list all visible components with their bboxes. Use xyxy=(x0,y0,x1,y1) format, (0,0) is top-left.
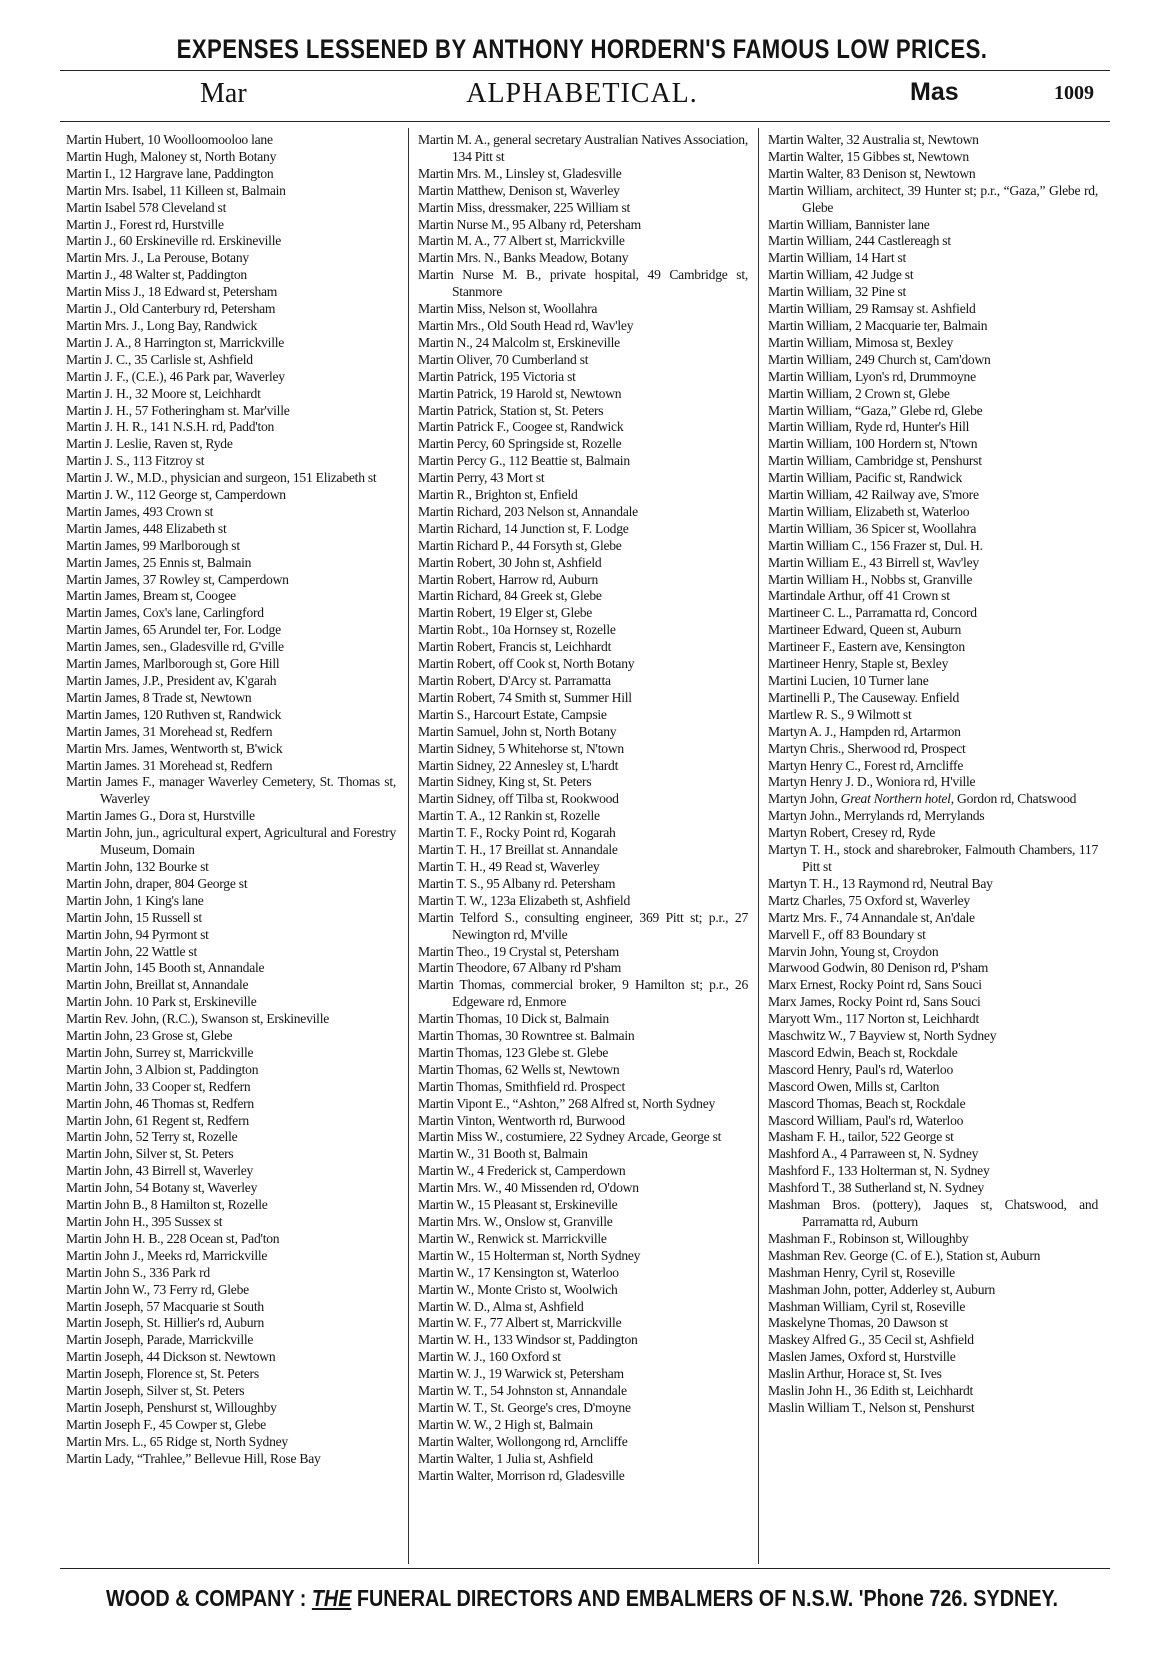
top-rule xyxy=(60,70,1110,71)
column-divider xyxy=(758,128,759,1564)
directory-entry: Martin Richard, 203 Nelson st, Annandale xyxy=(418,503,638,519)
directory-entry: Martin William, 100 Hordern st, N'town xyxy=(768,436,978,452)
directory-entry: Martin Perry, 43 Mort st xyxy=(418,470,545,486)
directory-entry: Mashford F., 133 Holterman st, N. Sydney xyxy=(768,1163,990,1179)
directory-entry: Martin John. 10 Park st, Erskineville xyxy=(66,994,257,1010)
directory-entry: Martin William, 2 Macquarie ter, Balmain xyxy=(768,317,988,333)
directory-entry: Martin Walter, 83 Denison st, Newtown xyxy=(768,165,976,181)
directory-entry: Martin Richard P., 44 Forsyth st, Glebe xyxy=(418,537,622,553)
directory-entry: Martin John, 145 Booth st, Annandale xyxy=(66,960,265,976)
directory-entry: Martin Nurse M., 95 Albany rd, Petersham xyxy=(418,216,641,232)
directory-entry: Martin James, 493 Crown st xyxy=(66,503,214,519)
directory-entry: Martin Robert, off Cook st, North Botany xyxy=(418,656,635,672)
advert-text: FUNERAL DIRECTORS AND EMBALMERS OF N.S.W. 'Phone 726. SYDNEY. xyxy=(351,1585,1059,1611)
directory-entry: Martin James, 120 Ruthven st, Randwick xyxy=(66,706,282,722)
directory-entry: Martin Lady, “Trahlee,” Bellevue Hill, Rose Bay xyxy=(66,1450,321,1466)
directory-entry: Martin William, 14 Hart st xyxy=(768,250,907,266)
directory-entry: Marx James, Rocky Point rd, Sans Souci xyxy=(768,994,981,1010)
directory-entry: Martin W., Monte Cristo st, Woolwich xyxy=(418,1281,618,1297)
directory-entry: Martyn T. H., stock and sharebroker, Falmouth Chambers, 117 Pitt st xyxy=(768,842,1098,874)
directory-entry: Martin W. H., 133 Windsor st, Paddington xyxy=(418,1332,638,1348)
directory-entry: Martin John B., 8 Hamilton st, Rozelle xyxy=(66,1197,268,1213)
directory-entry: Martin W. T., 54 Johnston st, Annandale xyxy=(418,1383,627,1399)
directory-entry: Martin T. A., 12 Rankin st, Rozelle xyxy=(418,808,600,824)
directory-entry: Martin John, 3 Albion st, Paddington xyxy=(66,1061,259,1077)
directory-entry: Martin William H., Nobbs st, Granville xyxy=(768,571,973,587)
directory-entry: Martin Mrs. M., Linsley st, Gladesville xyxy=(418,165,622,181)
bottom-advert-banner xyxy=(81,1585,1082,1612)
directory-entry: Mashford T., 38 Sutherland st, N. Sydney xyxy=(768,1180,985,1196)
directory-entry: Martin James, 99 Marlborough st xyxy=(66,537,240,553)
directory-entry: Martin William, 249 Church st, Cam'down xyxy=(768,351,991,367)
directory-entry: Martin James. 31 Morehead st, Redfern xyxy=(66,757,273,773)
directory-entry: Martin John, Surrey st, Marrickville xyxy=(66,1044,254,1060)
directory-entry: Maskelyne Thomas, 20 Dawson st xyxy=(768,1315,948,1331)
directory-entry: Martin Patrick, Station st, St. Peters xyxy=(418,402,604,418)
advert-the: THE xyxy=(311,1585,352,1611)
header-title: ALPHABETICAL. xyxy=(466,78,698,109)
directory-entry: Martin James, 25 Ennis st, Balmain xyxy=(66,554,252,570)
directory-entry: Martin James, Bream st, Coogee xyxy=(66,588,236,604)
directory-entry: Martin William, Elizabeth st, Waterloo xyxy=(768,503,970,519)
directory-entry: Martin Joseph, Parade, Marrickville xyxy=(66,1332,254,1348)
directory-entry: Martin John, 1 King's lane xyxy=(66,892,204,908)
directory-entry: Mascord Edwin, Beach st, Rockdale xyxy=(768,1044,958,1060)
directory-entry: Martin Walter, Wollongong rd, Arncliffe xyxy=(418,1433,628,1449)
directory-entry: Martin J. A., 8 Harrington st, Marrickville xyxy=(66,334,285,350)
directory-entry: Martin W. J., 160 Oxford st xyxy=(418,1349,561,1365)
directory-entry: Martin John, 52 Terry st, Rozelle xyxy=(66,1129,238,1145)
directory-column-2 xyxy=(418,132,748,1485)
directory-entry: Martin Thomas, 10 Dick st, Balmain xyxy=(418,1011,609,1027)
bottom-rule xyxy=(60,1568,1110,1569)
directory-entry: Martin Joseph F., 45 Cowper st, Glebe xyxy=(66,1416,266,1432)
directory-entry: Martin Hubert, 10 Woolloomooloo lane xyxy=(66,132,273,147)
directory-entry: Martin Walter, 1 Julia st, Ashfield xyxy=(418,1450,593,1466)
directory-entry: Martin William, Ryde rd, Hunter's Hill xyxy=(768,419,970,435)
directory-entry: Martin James G., Dora st, Hurstville xyxy=(66,808,255,824)
directory-entry: Martin William, 29 Ramsay st. Ashfield xyxy=(768,301,976,317)
directory-entry: Marvin John, Young st, Croydon xyxy=(768,943,939,959)
directory-entry: Martin James, 37 Rowley st, Camperdown xyxy=(66,571,289,587)
directory-entry: Martin T. H., 49 Read st, Waverley xyxy=(418,858,600,874)
directory-column-1 xyxy=(66,132,396,1468)
directory-entry: Martin Walter, 15 Gibbes st, Newtown xyxy=(768,148,969,164)
directory-entry: Martyn A. J., Hampden rd, Artarmon xyxy=(768,723,961,739)
column-divider xyxy=(408,128,409,1564)
directory-entry: Martin John, 15 Russell st xyxy=(66,909,202,925)
directory-entry: Mashman F., Robinson st, Willoughby xyxy=(768,1230,969,1246)
directory-entry: Martin Oliver, 70 Cumberland st xyxy=(418,351,589,367)
directory-entry: Martin Thomas, 123 Glebe st. Glebe xyxy=(418,1044,609,1060)
directory-entry: Martin William, 42 Railway ave, S'more xyxy=(768,487,979,503)
directory-entry: Martin James, 31 Morehead st, Redfern xyxy=(66,723,273,739)
directory-entry: Martin James, sen., Gladesville rd, G'ville xyxy=(66,639,284,655)
page-number: 1009 xyxy=(1054,82,1094,104)
directory-column-3 xyxy=(768,132,1098,1417)
directory-entry: Martin T. W., 123a Elizabeth st, Ashfield xyxy=(418,892,631,908)
directory-entry: Martin W., 17 Kensington st, Waterloo xyxy=(418,1264,619,1280)
directory-entry: Martin T. H., 17 Breillat st. Annandale xyxy=(418,842,618,858)
directory-entry: Martin William, “Gaza,” Glebe rd, Glebe xyxy=(768,402,983,418)
directory-entry: Martin William, 244 Castlereagh st xyxy=(768,233,951,249)
directory-entry: Martin William, Cambridge st, Penshurst xyxy=(768,453,982,469)
directory-entry: Martin Theo., 19 Crystal st, Petersham xyxy=(418,943,619,959)
directory-entry: Martin Nurse M. B., private hospital, 49 Cambridge st, Stanmore xyxy=(418,267,748,300)
directory-entry: Martin W., 15 Holterman st, North Sydney xyxy=(418,1247,641,1263)
directory-entry: Martin William, Mimosa st, Bexley xyxy=(768,334,954,350)
directory-entry: Martin Walter, Morrison rd, Gladesville xyxy=(418,1467,625,1483)
directory-entry: Martinelli P., The Causeway. Enfield xyxy=(768,689,960,705)
directory-entry: Martz Mrs. F., 74 Annandale st, An'dale xyxy=(768,909,975,925)
directory-entry: Martin John, Breillat st, Annandale xyxy=(66,977,249,993)
directory-entry: Martin James, 8 Trade st, Newtown xyxy=(66,689,252,705)
directory-entry: Martin I., 12 Hargrave lane, Paddington xyxy=(66,165,274,181)
directory-entry: Martin Thomas, Smithfield rd. Prospect xyxy=(418,1078,625,1094)
directory-entry: Martin John, 54 Botany st, Waverley xyxy=(66,1180,258,1196)
directory-entry: Martin Miss J., 18 Edward st, Petersham xyxy=(66,284,278,300)
directory-entry: Martin M. A., general secretary Australian Natives Association, 134 Pitt st xyxy=(418,132,748,164)
directory-entry: Martin John, 22 Wattle st xyxy=(66,943,197,959)
directory-entry: Martin Mrs. W., Onslow st, Granville xyxy=(418,1214,613,1229)
directory-entry: Martin Isabel 578 Cleveland st xyxy=(66,199,227,215)
directory-entry: Martin Robt., 10a Hornsey st, Rozelle xyxy=(418,622,616,638)
directory-entry: Martin Richard, 84 Greek st, Glebe xyxy=(418,588,602,604)
directory-entry: Martin J. H. R., 141 N.S.H. rd, Padd'ton xyxy=(66,419,275,435)
directory-entry: Maslin John H., 36 Edith st, Leichhardt xyxy=(768,1383,974,1399)
directory-entry: Martin John, 61 Regent st, Redfern xyxy=(66,1112,249,1128)
directory-entry: Marwood Godwin, 80 Denison rd, P'sham xyxy=(768,960,989,976)
advert-company: WOOD & COMPANY : xyxy=(105,1585,312,1611)
directory-entry: Martin J. F., (C.E.), 46 Park par, Waverley xyxy=(66,368,285,384)
directory-entry: Martin Mrs., Old South Head rd, Wav'ley xyxy=(418,317,634,333)
directory-entry: Martin W. T., St. George's cres, D'moyne xyxy=(418,1399,631,1415)
directory-entry: Martin John J., Meeks rd, Marrickville xyxy=(66,1247,268,1263)
directory-entry: Martin Mrs. L., 65 Ridge st, North Sydney xyxy=(66,1433,288,1449)
directory-entry: Martin William, Lyon's rd, Drummoyne xyxy=(768,368,976,384)
directory-entry: Maslin William T., Nelson st, Penshurst xyxy=(768,1399,975,1415)
directory-entry: Martin James, J.P., President av, K'garah xyxy=(66,673,277,688)
directory-entry: Mashman Henry, Cyril st, Roseville xyxy=(768,1264,955,1280)
directory-entry: Martin J. H., 57 Fotheringham st. Mar'ville xyxy=(66,402,290,418)
directory-entry: Martin William E., 43 Birrell st, Wav'ley xyxy=(768,554,979,570)
directory-entry: Martin Joseph, 57 Macquarie st South xyxy=(66,1298,264,1314)
directory-entry: Martin James, Marlborough st, Gore Hill xyxy=(66,656,280,672)
directory-entry: Martin J. W., 112 George st, Camperdown xyxy=(66,487,286,503)
directory-entry: Martin Percy, 60 Springside st, Rozelle xyxy=(418,436,622,452)
directory-entry: Martin J., 48 Walter st, Paddington xyxy=(66,267,247,283)
directory-entry: Martin John, Silver st, St. Peters xyxy=(66,1146,234,1162)
directory-entry: Martin Robert, D'Arcy st. Parramatta xyxy=(418,673,611,688)
directory-entry: Martin John, 132 Bourke st xyxy=(66,858,209,874)
directory-entry: Mashman John, potter, Adderley st, Auburn xyxy=(768,1281,996,1297)
directory-entry: Martin Robert, Francis st, Leichhardt xyxy=(418,639,612,655)
directory-entry: Martin W. D., Alma st, Ashfield xyxy=(418,1298,584,1314)
directory-entry: Martin John S., 336 Park rd xyxy=(66,1264,210,1280)
directory-entry: Martin Miss, Nelson st, Woollahra xyxy=(418,301,598,317)
directory-entry: Maskey Alfred G., 35 Cecil st, Ashfield xyxy=(768,1332,974,1348)
directory-entry: Mascord Thomas, Beach st, Rockdale xyxy=(768,1095,966,1111)
directory-entry: Martin W. W., 2 High st, Balmain xyxy=(418,1416,593,1432)
directory-entry: Martin Joseph, Florence st, St. Peters xyxy=(66,1366,259,1382)
directory-entry: Martin Mrs. Isabel, 11 Killeen st, Balmain xyxy=(66,182,286,198)
directory-entry: Martin Thomas, 62 Wells st, Newtown xyxy=(418,1061,620,1077)
top-advert-banner: EXPENSES LESSENED BY ANTHONY HORDERN'S FAMOUS LOW PRICES. xyxy=(176,34,988,64)
directory-entry: Martin M. A., 77 Albert st, Marrickville xyxy=(418,233,625,249)
directory-entry: Martin Richard, 14 Junction st, F. Lodge xyxy=(418,520,629,536)
directory-entry: Martin William C., 156 Frazer st, Dul. H. xyxy=(768,537,983,553)
directory-entry: Mashman William, Cyril st, Roseville xyxy=(768,1298,966,1314)
directory-entry: Martin John, 46 Thomas st, Redfern xyxy=(66,1095,254,1111)
directory-entry: Martineer C. L., Parramatta rd, Concord xyxy=(768,605,977,621)
directory-entry: Martin John H., 395 Sussex st xyxy=(66,1214,223,1229)
directory-entry: Martin W., 15 Pleasant st, Erskineville xyxy=(418,1197,618,1213)
directory-entry: Maschwitz W., 7 Bayview st, North Sydney xyxy=(768,1028,997,1044)
directory-entry: Martin William, 42 Judge st xyxy=(768,267,914,283)
directory-entry: Martin Mrs. W., 40 Missenden rd, O'down xyxy=(418,1180,639,1196)
directory-entry: Martin Thomas, 30 Rowntree st. Balmain xyxy=(418,1028,635,1044)
directory-entry: Martin Sidney, 22 Annesley st, L'hardt xyxy=(418,757,619,773)
directory-entry: Martin William, Pacific st, Randwick xyxy=(768,470,963,486)
directory-entry: Martin W., 4 Frederick st, Camperdown xyxy=(418,1163,626,1179)
directory-entry: Martin J. H., 32 Moore st, Leichhardt xyxy=(66,385,261,401)
directory-entry: Martin Theodore, 67 Albany rd P'sham xyxy=(418,960,622,976)
directory-entry: Martin J., 60 Erskineville rd. Erskineville xyxy=(66,233,282,249)
header-left-guide: Mar xyxy=(200,78,247,109)
directory-entry: Mascord Henry, Paul's rd, Waterloo xyxy=(768,1061,954,1077)
directory-entry: Martin John H. B., 228 Ocean st, Pad'ton xyxy=(66,1230,280,1246)
directory-entry: Martineer Edward, Queen st, Auburn xyxy=(768,622,962,638)
header-rule xyxy=(60,121,1110,122)
directory-entry: Martin Matthew, Denison st, Waverley xyxy=(418,182,620,198)
directory-entry: Martin Mrs. N., Banks Meadow, Botany xyxy=(418,250,629,266)
directory-entry: Martin Telford S., consulting engineer, 369 Pitt st; p.r., 27 Newington rd, M'ville xyxy=(418,909,748,942)
directory-entry: Martin John, 23 Grose st, Glebe xyxy=(66,1028,233,1044)
directory-entry: Martin Mrs. James, Wentworth st, B'wick xyxy=(66,740,283,756)
directory-entry: Martin J. Leslie, Raven st, Ryde xyxy=(66,436,233,452)
directory-entry: Martin Patrick, 19 Harold st, Newtown xyxy=(418,385,622,401)
directory-entry: Martin Patrick F., Coogee st, Randwick xyxy=(418,419,624,435)
directory-entry: Martin Thomas, commercial broker, 9 Hamilton st; p.r., 26 Edgeware rd, Enmore xyxy=(418,977,748,1010)
directory-entry: Mascord Owen, Mills st, Carlton xyxy=(768,1078,940,1094)
directory-entry: Martyn T. H., 13 Raymond rd, Neutral Bay xyxy=(768,875,993,891)
directory-entry: Maryott Wm., 117 Norton st, Leichhardt xyxy=(768,1011,979,1027)
directory-entry: Martin William, 36 Spicer st, Woollahra xyxy=(768,520,977,536)
directory-entry: Martin J. C., 35 Carlisle st, Ashfield xyxy=(66,351,253,367)
header-right-guide: Mas xyxy=(910,78,959,106)
directory-entry: Martin R., Brighton st, Enfield xyxy=(418,487,578,503)
directory-entry: Mashman Rev. George (C. of E.), Station st, Auburn xyxy=(768,1247,1041,1263)
directory-entry: Masham F. H., tailor, 522 George st xyxy=(768,1129,954,1145)
directory-entry: Martin T. S., 95 Albany rd. Petersham xyxy=(418,875,616,891)
directory-entry: Martin William, 2 Crown st, Glebe xyxy=(768,385,950,401)
directory-entry: Martin J., Forest rd, Hurstville xyxy=(66,216,224,232)
directory-entry: Martin W. F., 77 Albert st, Marrickville xyxy=(418,1315,622,1331)
directory-entry: Martin Sidney, 5 Whitehorse st, N'town xyxy=(418,740,624,756)
directory-entry: Martin Patrick, 195 Victoria st xyxy=(418,368,576,384)
directory-entry: Martineer Henry, Staple st, Bexley xyxy=(768,656,949,672)
directory-entry: Martin John, 33 Cooper st, Redfern xyxy=(66,1078,251,1094)
directory-entry: Martin Rev. John, (R.C.), Swanson st, Erskineville xyxy=(66,1011,330,1027)
directory-entry: Mashman Bros. (pottery), Jaques st, Chatswood, and Parramatta rd, Auburn xyxy=(768,1197,1098,1229)
directory-entry: Martindale Arthur, off 41 Crown st xyxy=(768,588,950,604)
directory-entry: Martyn Chris., Sherwood rd, Prospect xyxy=(768,740,966,756)
directory-entry: Martin J. W., M.D., physician and surgeon, 151 Elizabeth st xyxy=(66,470,377,486)
directory-entry: Martz Charles, 75 Oxford st, Waverley xyxy=(768,892,970,908)
directory-entry: Martin John, 43 Birrell st, Waverley xyxy=(66,1163,254,1179)
directory-entry: Martineer F., Eastern ave, Kensington xyxy=(768,639,965,655)
directory-entry: Martin W., 31 Booth st, Balmain xyxy=(418,1146,588,1162)
directory-entry: Marx Ernest, Rocky Point rd, Sans Souci xyxy=(768,977,982,993)
directory-entry: Martin Vipont E., “Ashton,” 268 Alfred st, North Sydney xyxy=(418,1095,716,1111)
directory-entry: Mascord William, Paul's rd, Waterloo xyxy=(768,1112,964,1128)
directory-entry: Martin Joseph, 44 Dickson st. Newtown xyxy=(66,1349,276,1365)
directory-entry: Martini Lucien, 10 Turner lane xyxy=(768,673,929,688)
directory-entry: Martin Sidney, King st, St. Peters xyxy=(418,774,592,790)
directory-entry: Martin Hugh, Maloney st, North Botany xyxy=(66,148,277,164)
directory-entry: Martyn Robert, Cresey rd, Ryde xyxy=(768,825,936,841)
directory-entry: Martlew R. S., 9 Wilmott st xyxy=(768,706,912,722)
directory-entry: Martyn John, Great Northern hotel, Gordon rd, Chatswood xyxy=(768,791,1077,807)
directory-entry: Martin John, jun., agricultural expert, Agricultural and Forestry Museum, Domain xyxy=(66,825,396,858)
directory-entry: Maslin Arthur, Horace st, St. Ives xyxy=(768,1366,942,1382)
directory-entry: Mashford A., 4 Parraween st, N. Sydney xyxy=(768,1146,979,1162)
directory-entry: Martin Joseph, Silver st, St. Peters xyxy=(66,1383,245,1399)
directory-entry: Martin Percy G., 112 Beattie st, Balmain xyxy=(418,453,630,469)
directory-entry: Martin S., Harcourt Estate, Campsie xyxy=(418,706,607,722)
directory-entry: Martin J., Old Canterbury rd, Petersham xyxy=(66,301,276,317)
directory-entry: Martin W. J., 19 Warwick st, Petersham xyxy=(418,1366,624,1382)
directory-entry: Martin Walter, 32 Australia st, Newtown xyxy=(768,132,979,147)
directory-entry: Martyn Henry C., Forest rd, Arncliffe xyxy=(768,757,964,773)
directory-entry: Martin Miss W., costumiere, 22 Sydney Arcade, George st xyxy=(418,1129,722,1145)
directory-entry: Marvell F., off 83 Boundary st xyxy=(768,926,926,942)
directory-entry: Martin Vinton, Wentworth rd, Burwood xyxy=(418,1112,625,1128)
directory-entry: Martin John, 94 Pyrmont st xyxy=(66,926,209,942)
directory-entry: Martin James, 448 Elizabeth st xyxy=(66,520,227,536)
directory-entry: Martin Joseph, St. Hillier's rd, Auburn xyxy=(66,1315,265,1331)
directory-entry: Martin Joseph, Penshurst st, Willoughby xyxy=(66,1399,277,1415)
directory-entry: Martin T. F., Rocky Point rd, Kogarah xyxy=(418,825,616,841)
directory-entry: Martin Mrs. J., La Perouse, Botany xyxy=(66,250,249,266)
directory-entry: Martin William, Bannister lane xyxy=(768,216,930,232)
directory-entry: Martin Sidney, off Tilba st, Rookwood xyxy=(418,791,619,807)
directory-entry: Martin John, draper, 804 George st xyxy=(66,875,248,891)
directory-entry: Martin Samuel, John st, North Botany xyxy=(418,723,617,739)
directory-entry: Maslen James, Oxford st, Hurstville xyxy=(768,1349,956,1365)
directory-entry: Martin Robert, Harrow rd, Auburn xyxy=(418,571,599,587)
directory-entry: Martyn Henry J. D., Woniora rd, H'ville xyxy=(768,774,976,790)
directory-entry: Martin James, 65 Arundel ter, For. Lodge xyxy=(66,622,281,638)
directory-entry: Martin Mrs. J., Long Bay, Randwick xyxy=(66,317,258,333)
directory-entry: Martin John W., 73 Ferry rd, Glebe xyxy=(66,1281,249,1297)
directory-entry: Martin James F., manager Waverley Cemetery, St. Thomas st, Waverley xyxy=(66,774,396,807)
directory-entry: Martin Robert, 19 Elger st, Glebe xyxy=(418,605,593,621)
directory-entry: Martin N., 24 Malcolm st, Erskineville xyxy=(418,334,620,350)
directory-entry: Martyn John., Merrylands rd, Merrylands xyxy=(768,808,985,824)
directory-entry: Martin James, Cox's lane, Carlingford xyxy=(66,605,264,621)
directory-entry: Martin J. S., 113 Fitzroy st xyxy=(66,453,205,469)
directory-entry: Martin Miss, dressmaker, 225 William st xyxy=(418,199,631,215)
directory-entry: Martin Robert, 74 Smith st, Summer Hill xyxy=(418,689,632,705)
directory-entry: Martin W., Renwick st. Marrickville xyxy=(418,1230,607,1246)
directory-entry: Martin Robert, 30 John st, Ashfield xyxy=(418,554,602,570)
directory-entry: Martin William, architect, 39 Hunter st; p.r., “Gaza,” Glebe rd, Glebe xyxy=(768,182,1098,215)
directory-entry: Martin William, 32 Pine st xyxy=(768,284,907,300)
